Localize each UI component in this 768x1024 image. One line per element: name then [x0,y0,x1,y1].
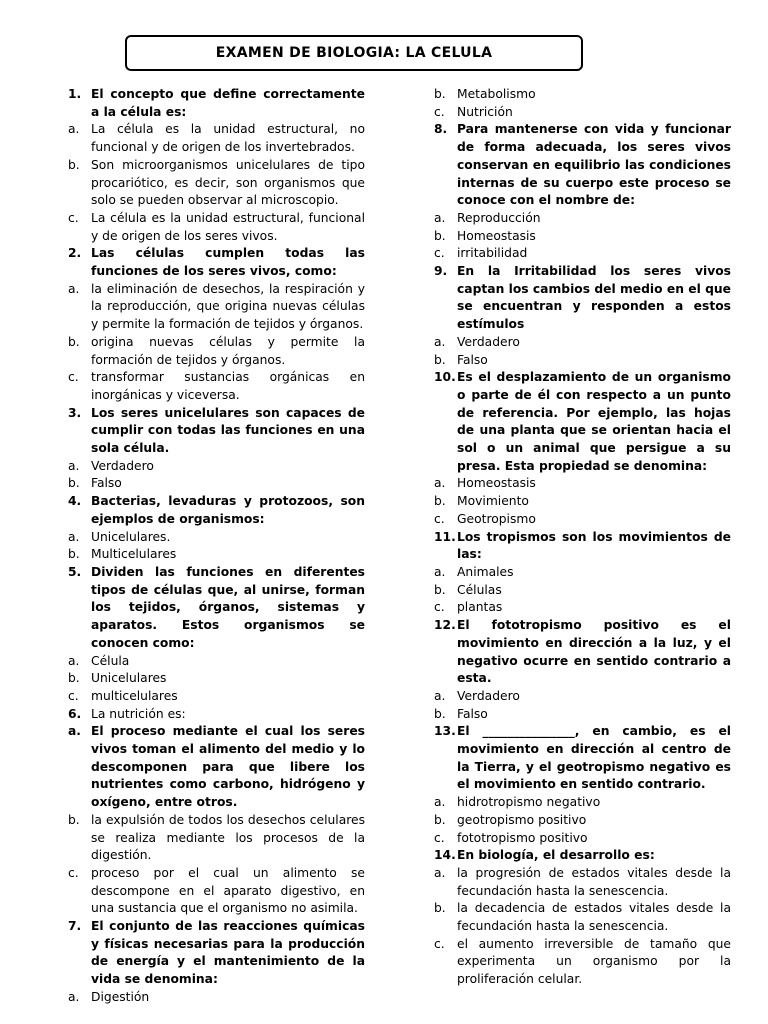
right-column [434,86,731,989]
option-letter: a. [68,458,80,473]
option-text: origina nuevas células y permite la formación de tejidos y órganos. [91,334,365,367]
question-number: 1. [68,87,82,101]
option-letter: b. [434,901,446,916]
question-text: En la Irritabilidad los seres vivos captan los cambios del medio en el que se encuentran y responden a estos estímulos [457,264,731,332]
question-item [434,723,731,794]
answer-option [434,86,731,104]
question-number: 2. [68,246,82,261]
question-text: El _______________, en cambio, es el movimiento en dirección al centro de la Tierra, y el geotropismo negativo es el movimiento en sentido contrario. [457,724,731,792]
option-letter: a. [68,529,80,544]
option-letter: b. [434,706,446,721]
question-item [434,369,731,475]
option-text: Unicelulares. [91,529,171,544]
option-letter: b. [68,812,80,827]
option-letter: a. [434,564,446,579]
option-letter: a. [434,210,446,225]
question-item [68,564,365,653]
answer-option [434,352,731,370]
answer-option [434,564,731,582]
option-text: la progresión de estados vitales desde la fecundación hasta la senescencia. [457,865,731,898]
answer-option [434,228,731,246]
answer-option [434,511,731,529]
question-item [68,918,365,989]
option-letter: c. [434,246,445,261]
option-letter: a. [434,688,446,703]
option-letter: a. [68,653,80,668]
option-text: Multicelulares [91,547,177,562]
question-text: La nutrición es: [91,706,186,721]
left-column [68,86,365,1007]
option-text: Verdadero [457,688,520,703]
option-letter: c. [434,600,445,615]
option-text: geotropismo positivo [457,812,587,827]
option-letter: c. [434,511,445,526]
answer-option [68,121,365,156]
option-letter: b. [434,352,446,367]
option-letter: b. [68,334,80,349]
option-text: Homeostasis [457,228,536,243]
question-text: Es el desplazamiento de un organismo o parte de él con respecto a un punto de referencia. Por ejemplo, las hojas de una planta que se orientan hacia el sol o un animal que persigue a su presa. Esta propiedad se denomina: [457,370,731,473]
question-item [434,263,731,334]
answer-option [434,830,731,848]
option-letter: b. [68,671,80,686]
option-text: Movimiento [457,494,529,509]
answer-option [68,334,365,369]
answer-option [434,599,731,617]
answer-option [68,529,365,547]
question-text: El fototropismo positivo es el movimiento en dirección a la luz, y el negativo ocurre en sentido contrario a esta. [457,618,731,686]
option-text: Unicelulares [91,671,167,686]
question-number: 14. [434,848,456,863]
option-text: Falso [91,476,122,491]
question-item [68,405,365,458]
option-letter: c. [68,210,79,225]
option-letter: c. [68,688,79,703]
question-item [434,529,731,564]
answer-option [434,688,731,706]
answer-option [68,546,365,564]
option-text: Falso [457,352,488,367]
answer-option [68,210,365,245]
option-letter: a. [68,724,81,739]
option-text: Verdadero [91,458,154,473]
answer-option [68,369,365,404]
question-text: Los seres unicelulares son capaces de cumplir con todas las funciones en una sola célula. [91,405,365,456]
option-letter: c. [68,865,79,880]
answer-option [68,812,365,865]
answer-option [434,812,731,830]
question-number: 12. [434,618,456,633]
answer-option [434,900,731,935]
answer-option [68,688,365,706]
question-text: Los tropismos son los movimientos de las: [457,529,731,562]
option-text: plantas [457,600,503,615]
answer-option [68,989,365,1007]
option-letter: b. [68,157,80,172]
question-number: 8. [434,122,448,137]
question-number: 6. [68,706,82,721]
question-item [434,617,731,688]
answer-option [68,653,365,671]
answer-option [68,670,365,688]
option-text: Geotropismo [457,511,536,526]
exam-title: EXAMEN DE BIOLOGIA: LA CELULA [125,35,583,71]
option-letter: b. [434,228,446,243]
option-letter: c. [68,370,79,385]
option-text: irritabilidad [457,246,528,261]
option-text: Verdadero [457,334,520,349]
question-item [68,706,365,724]
answer-option [434,493,731,511]
option-text: Célula [91,653,130,668]
option-text: Falso [457,706,488,721]
question-item [68,86,365,121]
option-text: transformar sustancias orgánicas en inorgánicas y viceversa. [91,370,365,402]
option-letter: a. [434,476,446,491]
option-text: proceso por el cual un alimento se descompone en el aparato digestivo, en una sustancia que el organismo no asimila. [91,865,365,916]
option-text: Son microorganismos unicelulares de tipo procariótico, es decir, son organismos que solo se pueden observar al microscopio. [91,157,365,208]
answer-option [434,245,731,263]
option-letter: b. [434,87,446,101]
option-text: La célula es la unidad estructural, no funcional y de origen de los invertebrados. [91,122,365,155]
option-letter: b. [434,494,446,509]
option-letter: c. [434,104,445,119]
question-number: 3. [68,405,82,420]
question-item [68,493,365,528]
option-letter: c. [434,830,445,845]
option-letter: c. [434,936,445,951]
option-text: Digestión [91,989,150,1004]
option-text: Metabolismo [457,87,536,101]
option-letter: a. [68,122,80,137]
option-letter: b. [434,812,446,827]
option-letter: a. [434,865,446,880]
answer-option [434,936,731,989]
question-number: 9. [434,264,448,279]
question-item [434,847,731,865]
option-text: La célula es la unidad estructural, funcional y de origen de los seres vivos. [91,210,365,243]
answer-option [434,334,731,352]
option-text: Homeostasis [457,476,536,491]
option-text: la eliminación de desechos, la respiración y la reproducción, que origina nuevas células y permite la formación de tejidos y órganos. [91,281,365,332]
option-letter: b. [68,547,80,562]
option-letter: a. [68,281,80,296]
answer-option [68,475,365,493]
answer-option [434,706,731,724]
answer-option [434,210,731,228]
option-text: Reproducción [457,210,541,225]
question-text: Dividen las funciones en diferentes tipos de células que, al unirse, forman los tejidos, órganos, sistemas y aparatos. Estos organismos se conocen como: [91,564,365,650]
question-item [68,245,365,280]
option-letter: a. [68,989,80,1004]
question-item [434,121,731,210]
answer-option [68,865,365,918]
option-text: Células [457,582,502,597]
option-text: la expulsión de todos los desechos celulares se realiza mediante los procesos de la digestión. [91,812,365,863]
option-text: el aumento irreversible de tamaño que experimenta un organismo por la proliferación celular. [457,936,731,987]
option-text: multicelulares [91,688,178,703]
option-letter: b. [434,582,446,597]
question-text: Para mantenerse con vida y funcionar de forma adecuada, los seres vivos conservan en equilibrio las condiciones internas de su cuerpo este proceso se conoce con el nombre de: [457,122,731,208]
option-text: fototropismo positivo [457,830,588,845]
option-letter: a. [434,795,446,810]
question-number: 4. [68,494,82,509]
option-text: Animales [457,564,514,579]
option-letter: a. [434,334,446,349]
option-letter: b. [68,476,80,491]
option-text: Nutrición [457,104,513,119]
question-number: 11. [434,529,456,544]
answer-option [434,865,731,900]
option-text: El proceso mediante el cual los seres vivos toman el alimento del medio y lo descomponen para que libere los nutrientes como carbono, hidrógeno y oxígeno, entre otros. [91,724,365,810]
answer-option [68,723,365,812]
question-number: 5. [68,564,82,579]
answer-option [68,281,365,334]
question-text: El concepto que define correctamente a la célula es: [91,87,365,119]
question-text: El conjunto de las reacciones químicas y físicas necesarias para la producción de energía y el mantenimiento de la vida se denomina: [91,919,365,987]
question-text: Bacterias, levaduras y protozoos, son ejemplos de organismos: [91,494,365,526]
question-text: Las células cumplen todas las funciones de los seres vivos, como: [91,246,365,279]
answer-option [68,458,365,476]
answer-option [434,582,731,600]
answer-option [434,475,731,493]
question-number: 13. [434,724,456,739]
answer-option [434,794,731,812]
question-number: 7. [68,919,82,934]
option-text: hidrotropismo negativo [457,795,601,810]
answer-option [434,104,731,122]
question-text: En biología, el desarrollo es: [457,848,655,863]
option-text: la decadencia de estados vitales desde la fecundación hasta la senescencia. [457,901,731,934]
answer-option [68,157,365,210]
question-number: 10. [434,370,456,385]
